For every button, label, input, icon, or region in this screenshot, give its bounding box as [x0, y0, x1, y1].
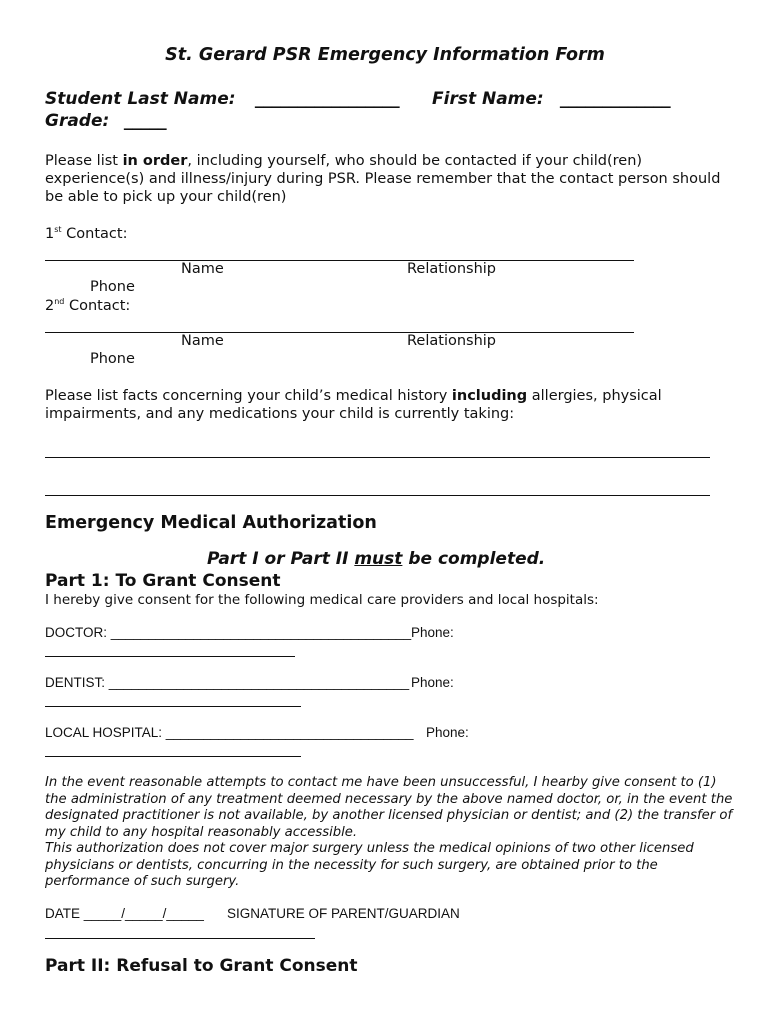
doctor-phone-label: Phone:	[411, 625, 454, 640]
doctor-field[interactable]: DOCTOR: ________________________________________	[45, 625, 412, 640]
page-title: St. Gerard PSR Emergency Information Form	[165, 45, 605, 65]
grade-label: Grade:	[45, 111, 110, 131]
surgery-limitation-statement: This authorization does not cover major surgery unless the medical opinions of two other licensed physicians or dentists, concurring in the necessity for such surgery, are obtained prior to the performance of such surgery.	[45, 841, 694, 889]
contact-1-name-label: Name	[181, 261, 224, 277]
part2-heading: Part II: Refusal to Grant Consent	[45, 956, 358, 976]
first-name-field[interactable]: _____________	[560, 89, 671, 109]
local-hospital-field[interactable]: LOCAL HOSPITAL: _________________________________	[45, 725, 414, 740]
local-hospital-phone-line[interactable]	[45, 756, 301, 757]
contact-2-name-label: Name	[181, 333, 224, 349]
signature-line[interactable]	[45, 938, 315, 939]
contact-2-relationship-label: Relationship	[407, 333, 497, 349]
contact-1-phone-label: Phone	[90, 279, 135, 295]
grade-field[interactable]: _____	[124, 111, 167, 131]
authorization-heading: Emergency Medical Authorization	[45, 513, 377, 533]
contact-instructions: Please list in order, including yourself, who should be contacted if your child(ren) experience(s) and illness/injury during PSR. Please remember that the contact person should be able to pick up your child(ren)	[45, 153, 721, 205]
dentist-phone-line[interactable]	[45, 706, 301, 707]
dentist-phone-label: Phone:	[411, 675, 454, 690]
signature-label: SIGNATURE OF PARENT/GUARDIAN	[227, 906, 460, 921]
contact-2-phone-label: Phone	[90, 351, 135, 367]
contact-2-line[interactable]	[45, 332, 634, 333]
contact-2-label: 2nd Contact:	[45, 297, 131, 314]
date-field[interactable]: DATE _____/_____/_____	[45, 906, 204, 921]
dentist-field[interactable]: DENTIST: ________________________________________	[45, 675, 410, 690]
contact-1-relationship-label: Relationship	[407, 261, 497, 277]
contact-1-label: 1st Contact:	[45, 225, 128, 242]
part1-heading: Part 1: To Grant Consent	[45, 571, 281, 591]
consent-statement: In the event reasonable attempts to contact me have been unsuccessful, I hearby give consent to (1) the administration of any treatment deemed necessary by the above named doctor, or, in the event the designated practitioner is not available, by another licensed physician or dentist; and (2) the transfer of my child to any hospital reasonably accessible.	[45, 775, 733, 840]
part1-intro: I hereby give consent for the following medical care providers and local hospitals:	[45, 592, 599, 608]
student-last-name-field[interactable]: _________________	[255, 89, 400, 109]
medical-history-instructions: Please list facts concerning your child’s medical history including allergies, physical impairments, and any medications your child is currently taking:	[45, 388, 662, 422]
medical-history-line-1[interactable]	[45, 457, 710, 458]
student-last-name-label: Student Last Name:	[45, 89, 236, 109]
local-hospital-phone-label: Phone:	[426, 725, 469, 740]
must-complete-note: Part I or Part II must be completed.	[207, 549, 546, 569]
contact-1-line[interactable]	[45, 260, 634, 261]
medical-history-line-2[interactable]	[45, 495, 710, 496]
first-name-label: First Name:	[432, 89, 544, 109]
doctor-phone-line[interactable]	[45, 656, 295, 657]
